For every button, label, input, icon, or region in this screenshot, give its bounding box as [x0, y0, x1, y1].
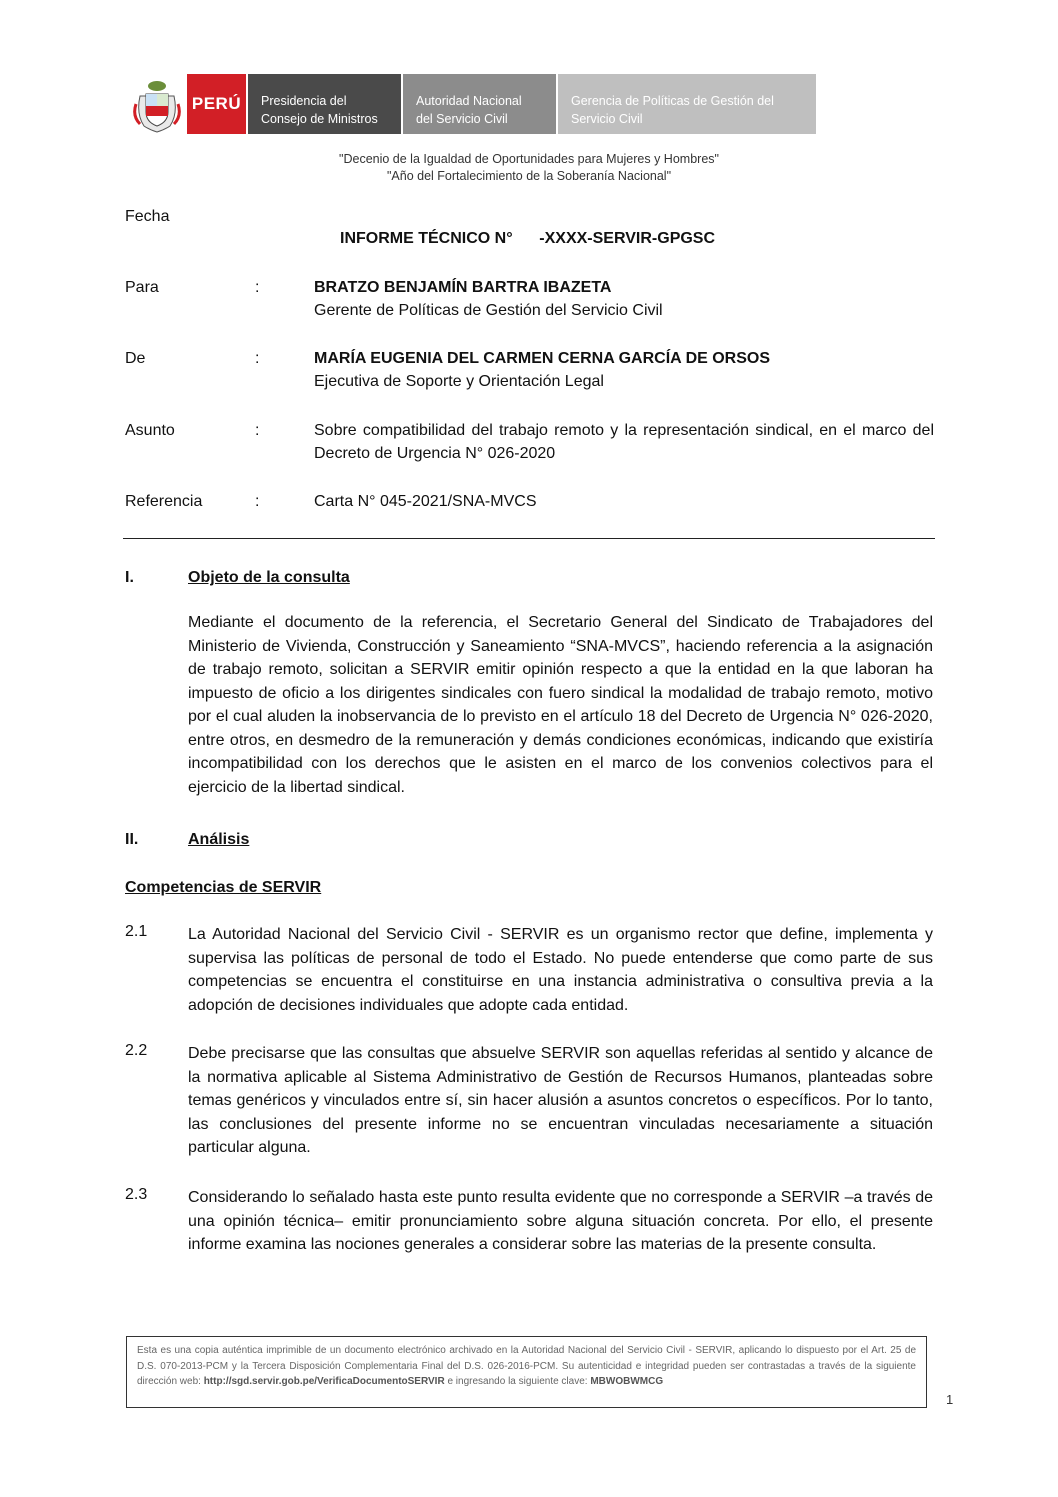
- header-block-pcm: [248, 74, 401, 134]
- verification-url[interactable]: http://sgd.servir.gob.pe/VerificaDocumentoSERVIR: [203, 1376, 445, 1387]
- referencia-value: Carta N° 045-2021/SNA-MVCS: [314, 493, 537, 510]
- paragraph-2-2: Debe precisarse que las consultas que absuelve SERVIR son aquellas referidas al sentido y alcance de la normativa aplicable al Sistema Administrativo de Gestión de Recursos Humanos, planteadas sobre temas genéricos y vinculados entre sí, sin hacer alusión a asuntos concretos o específicos. Por lo tanto, las conclusiones del presente informe no se encuentran vinculadas necesariamente a situación particular alguna.: [188, 1045, 933, 1156]
- de-role: Ejecutiva de Soporte y Orientación Legal: [314, 373, 604, 390]
- para-name: BRATZO BENJAMÍN BARTRA IBAZETA: [314, 279, 612, 296]
- verification-key: MBWOBWMCG: [590, 1376, 664, 1387]
- section-1-number: I.: [125, 569, 134, 586]
- authenticity-notice: [126, 1336, 927, 1408]
- fecha-label: Fecha: [125, 208, 170, 225]
- motto-line: "Decenio de la Igualdad de Oportunidades para Mujeres y Hombres": [339, 152, 719, 166]
- section-2-title: Análisis: [188, 831, 250, 848]
- paragraph-number: 2.1: [125, 923, 148, 940]
- notice-text: e ingresando la siguiente clave:: [444, 1376, 591, 1387]
- header-block-line: Servicio Civil: [571, 112, 643, 126]
- header-block-line: Gerencia de Políticas de Gestión del: [571, 94, 774, 108]
- referencia-label: Referencia: [125, 493, 203, 510]
- header-block-line: del Servicio Civil: [416, 112, 508, 126]
- notice-text: Esta es una copia auténtica imprimible de un documento electrónico archivado en la Autoridad Nacional del Servicio Civil - SERVIR, aplicando lo dispuesto por el Art. 25 de D.S. 070-2013-PCM y la Tercera Disposición Complementaria Final del D.S. 026-2016-PCM. Su autenticidad e integridad pueden ser contrastadas a través de la siguiente dirección web:: [137, 1345, 916, 1387]
- peru-brand-badge: PERÚ: [187, 74, 246, 134]
- paragraph-number: 2.2: [125, 1042, 148, 1059]
- asunto-colon: :: [255, 422, 260, 439]
- header-block-gpgsc: [558, 74, 816, 134]
- section-1-title: Objeto de la consulta: [188, 569, 350, 586]
- section-1-body: Mediante el documento de la referencia, el Secretario General del Sindicato de Trabajadores del Ministerio de Vivienda, Construcción y Saneamiento “SNA-MVCS”, haciendo referencia a la asignación de trabajo remoto, solicitan a SERVIR emitir opinión respecto a que la entidad en la que laboran ha impuesto de oficio a los dirigentes sindicales con fuero sindical la modalidad de trabajo remoto, motivo por el cual aluden la inobservancia de lo previsto en el artículo 18 del Decreto de Urgencia N° 026-2020, entre otros, en desmedro de la remuneración y demás condiciones económicas, indicando que existiría incompatibilidad con los derechos que le asisten en el marco de los convenios colectivos para el ejercicio de la libertad sindical.: [188, 614, 933, 796]
- header-block-servir: [403, 74, 556, 134]
- paragraph-2-1: La Autoridad Nacional del Servicio Civil - SERVIR es un organismo rector que define, implementa y supervisa las políticas de personal de todo el Estado. No puede entenderse que como parte de sus competencias se encuentra el constituirse en una instancia administrativa o consultiva previa a la adopción de decisiones individuales que adopte cada entidad.: [188, 926, 933, 1014]
- para-colon: :: [255, 279, 260, 296]
- competencias-heading: Competencias de SERVIR: [125, 879, 322, 896]
- page-number: 1: [946, 1392, 954, 1407]
- coat-of-arms-icon: [132, 74, 182, 134]
- header-block-line: Autoridad Nacional: [416, 94, 522, 108]
- para-role: Gerente de Políticas de Gestión del Servicio Civil: [314, 302, 663, 319]
- motto-line: "Año del Fortalecimiento de la Soberanía Nacional": [386, 169, 672, 183]
- paragraph-number: 2.3: [125, 1186, 148, 1203]
- referencia-colon: :: [255, 493, 260, 510]
- de-name: MARÍA EUGENIA DEL CARMEN CERNA GARCÍA DE ORSOS: [314, 350, 771, 367]
- header-block-line: Presidencia del: [261, 94, 347, 108]
- de-label: De: [125, 350, 146, 367]
- asunto-label: Asunto: [125, 422, 175, 439]
- document-title: INFORME TÉCNICO N° -XXXX-SERVIR-GPGSC: [340, 230, 716, 247]
- section-2-number: II.: [125, 831, 139, 848]
- header-divider: [123, 538, 935, 539]
- header-block-line: Consejo de Ministros: [261, 112, 378, 126]
- para-label: Para: [125, 279, 159, 296]
- asunto-value: Sobre compatibilidad del trabajo remoto y la representación sindical, en el marco del Decreto de Urgencia N° 026-2020: [314, 422, 934, 462]
- de-colon: :: [255, 350, 260, 367]
- paragraph-2-3: Considerando lo señalado hasta este punto resulta evidente que no corresponde a SERVIR –a través de una opinión técnica– emitir pronunciamiento sobre alguna situación concreta. Por ello, el presente informe examina las nociones generales a considerar sobre las materias de la presente consulta.: [188, 1189, 933, 1253]
